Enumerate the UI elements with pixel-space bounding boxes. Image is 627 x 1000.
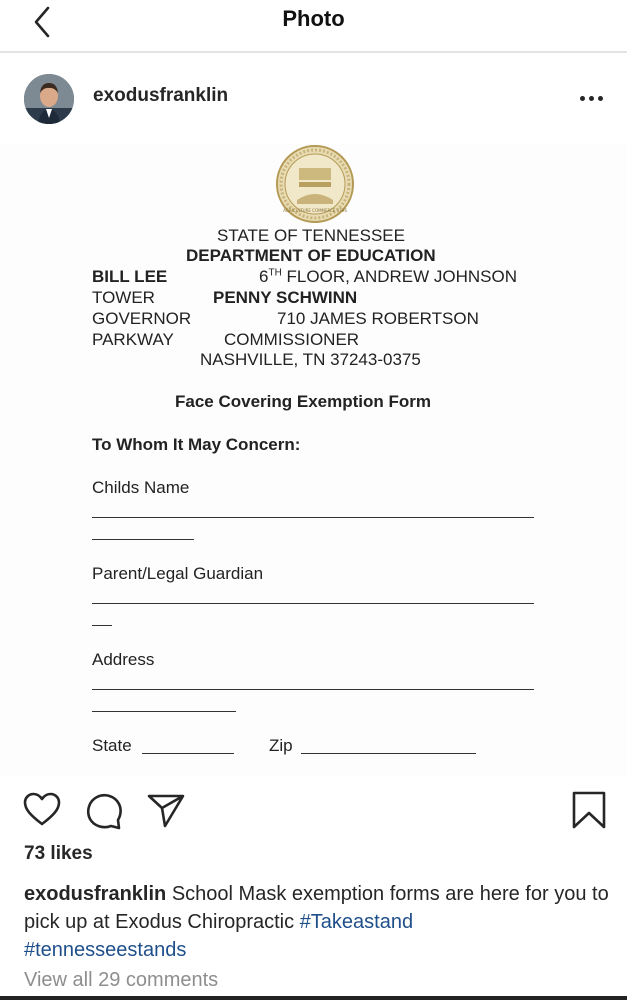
doc-governor-name: BILL LEE — [92, 267, 168, 286]
doc-department-heading: DEPARTMENT OF EDUCATION — [186, 246, 436, 265]
address-line — [92, 689, 534, 690]
parent-line — [92, 603, 534, 604]
post-header — [0, 54, 627, 144]
parent-line-2 — [92, 625, 112, 626]
doc-address-line2: 710 JAMES ROBERTSON — [277, 309, 479, 328]
send-icon[interactable] — [146, 790, 186, 830]
childs-name-line — [92, 517, 534, 518]
doc-commissioner-title: COMMISSIONER — [224, 330, 360, 349]
floor-number: 6 — [259, 267, 269, 286]
bookmark-icon[interactable] — [570, 790, 610, 830]
doc-address-line1 — [259, 267, 517, 287]
address-line-2 — [92, 711, 236, 712]
caption-text: School Mask exemption forms are here for you to pick up at Exodus Chiropractic — [24, 883, 609, 933]
parent-label: Parent/Legal Guardian — [92, 564, 264, 583]
childs-name-label: Childs Name — [92, 478, 190, 497]
zip-label: Zip — [269, 736, 293, 755]
doc-state-heading: STATE OF TENNESSEE — [217, 226, 405, 245]
seal-text: AGRICULTURE COMMERCE 1796 — [283, 208, 347, 213]
view-comments-link[interactable]: View all 29 comments — [24, 969, 219, 991]
state-label: State — [92, 736, 132, 755]
doc-commissioner-name: PENNY SCHWINN — [213, 288, 358, 307]
post-actions — [0, 776, 627, 840]
post-photo[interactable] — [0, 144, 627, 776]
hashtag-link[interactable]: #tennesseestands — [24, 939, 187, 961]
form-salutation: To Whom It May Concern: — [92, 435, 301, 454]
top-bar — [0, 0, 627, 53]
address-label: Address — [92, 650, 155, 669]
post-username[interactable]: exodusfranklin — [93, 85, 229, 106]
doc-parkway: PARKWAY — [92, 330, 174, 349]
floor-text: FLOOR, ANDREW JOHNSON — [281, 267, 517, 286]
state-line — [142, 753, 234, 754]
doc-governor-title: GOVERNOR — [92, 309, 192, 328]
doc-tower: TOWER — [92, 288, 155, 307]
caption-username[interactable]: exodusfranklin — [24, 883, 167, 905]
floor-suffix: TH — [268, 267, 282, 279]
heart-icon[interactable] — [22, 790, 62, 830]
state-seal-icon — [275, 144, 355, 224]
more-horizontal-icon[interactable] — [574, 86, 610, 110]
page-title: Photo — [282, 6, 345, 31]
zip-line — [301, 753, 476, 754]
comment-icon[interactable] — [84, 790, 124, 830]
bottom-divider — [0, 996, 627, 1000]
likes-count[interactable]: 73 likes — [24, 843, 93, 864]
form-title: Face Covering Exemption Form — [175, 392, 431, 411]
post-caption — [24, 880, 609, 964]
childs-name-line-2 — [92, 539, 194, 540]
doc-city-line: NASHVILLE, TN 37243-0375 — [200, 350, 421, 369]
avatar[interactable] — [24, 74, 74, 124]
hashtag-link[interactable]: #Takeastand — [299, 911, 414, 933]
